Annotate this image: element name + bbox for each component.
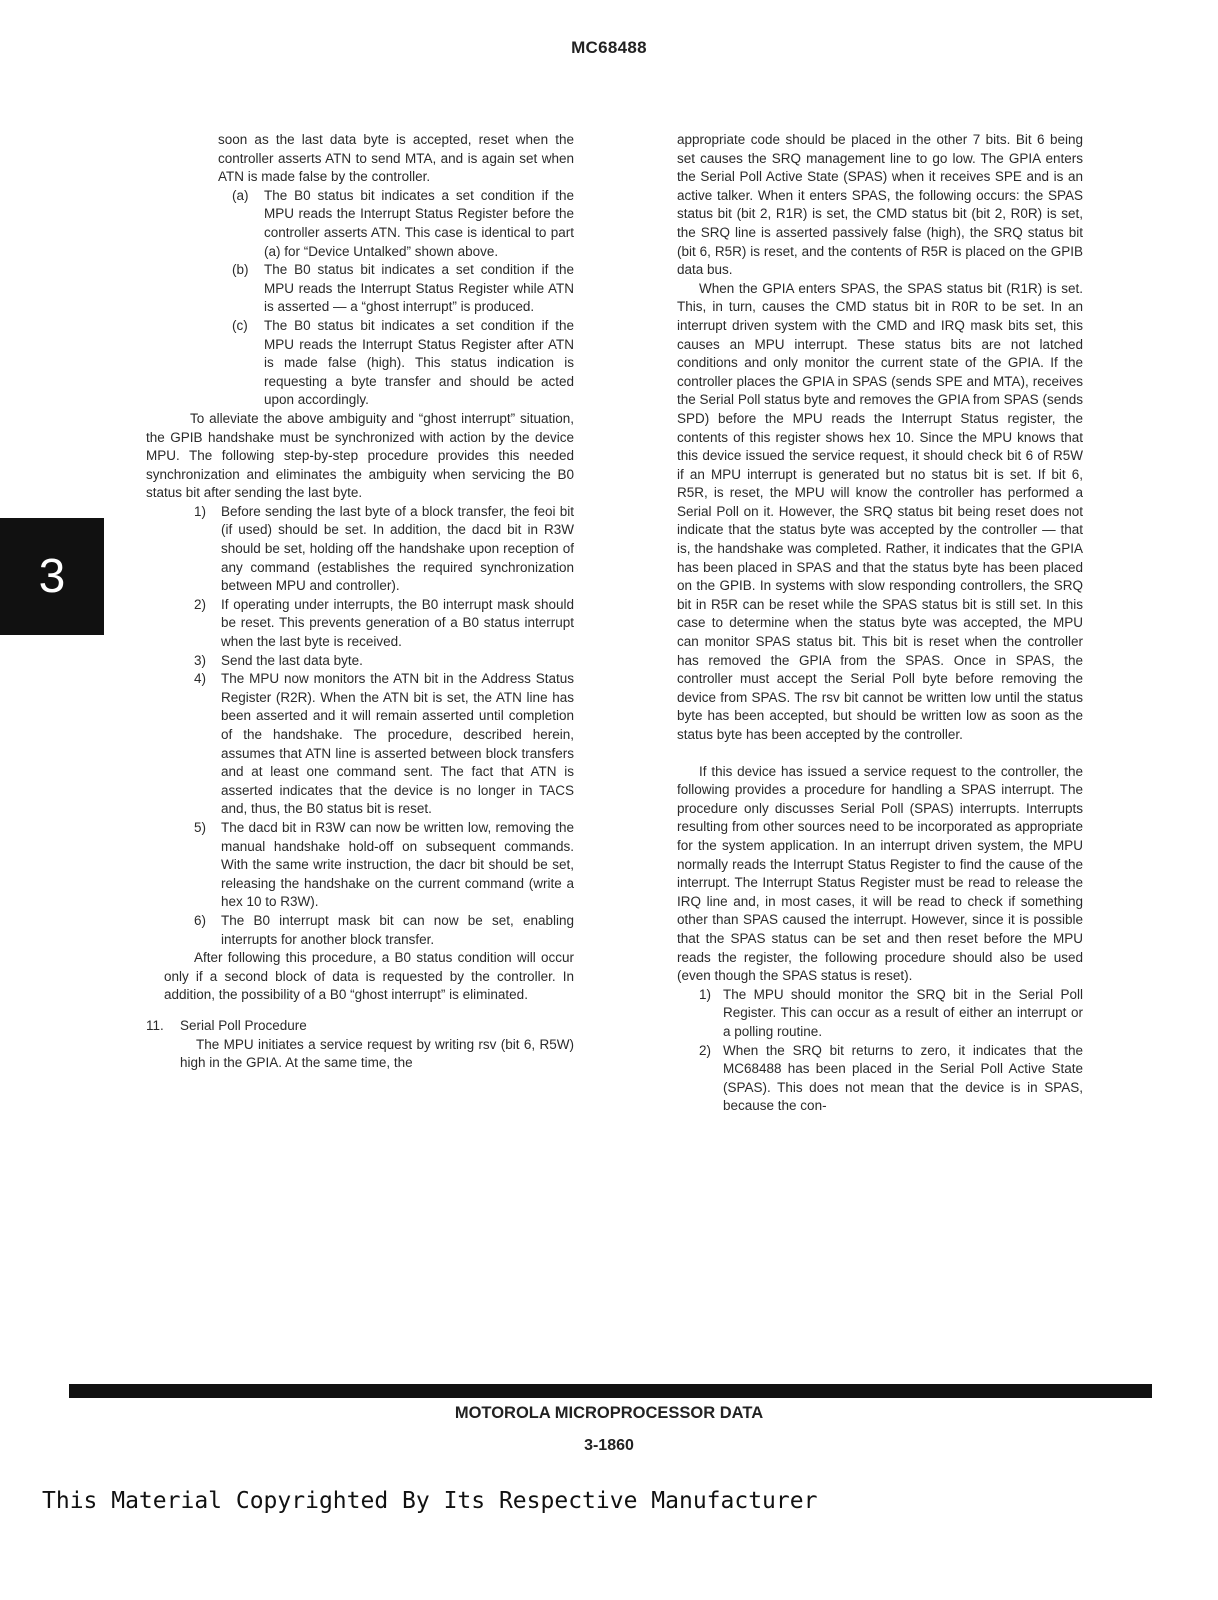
step-text: The B0 interrupt mask bit can now be set, enabling interrupts for another block transfer. bbox=[221, 912, 574, 947]
step-text: When the SRQ bit returns to zero, it indicates that the MC68488 has been placed in the Serial Poll Active State (SPAS). This does not mean that the device is in SPAS, because the con- bbox=[723, 1042, 1083, 1114]
page-number: 3-1860 bbox=[584, 1437, 634, 1454]
case-item bbox=[146, 261, 574, 317]
page-header-title: MC68488 bbox=[571, 38, 647, 57]
step-label: 1) bbox=[194, 503, 207, 519]
section-number: 11. bbox=[146, 1017, 164, 1033]
case-label: (b) bbox=[232, 262, 249, 278]
copyright-notice: This Material Copyrighted By Its Respective Manufacturer bbox=[42, 1488, 818, 1514]
right-step-item bbox=[677, 986, 1083, 1042]
right-paragraph-1: appropriate code should be placed in the other 7 bits. Bit 6 being set causes the SRQ management line to go low. The GPIA enters the Serial Poll Active State (SPAS) when it receives SPE and is an active talker. When it enters SPAS, the following occurs: the SPAS status bit (bit 2, R1R) is set, the CMD status bit (bit 2, R0R) is set, the SRQ line is asserted passively false (high), the SRQ status bit (bit 6, R5R) is reset, and the contents of R5R is placed on the GPIB data bus. bbox=[677, 132, 1083, 278]
after-paragraph: After following this procedure, a B0 status condition will occur only if a second block of data is requested by the controller. In addition, the possibility of a B0 “ghost interrupt” is eliminated. bbox=[164, 950, 574, 1003]
footer-title: MOTOROLA MICROPROCESSOR DATA bbox=[454, 1404, 764, 1422]
step-label: 2) bbox=[194, 596, 207, 612]
step-text: If operating under interrupts, the B0 interrupt mask should be reset. This prevents generation of a B0 status interrupt when the last byte is received. bbox=[221, 596, 574, 650]
case-item bbox=[146, 187, 574, 261]
section-heading bbox=[146, 1017, 574, 1036]
section-title: Serial Poll Procedure bbox=[180, 1017, 307, 1033]
right-step-item bbox=[677, 1042, 1083, 1116]
step-item bbox=[146, 670, 574, 819]
step-label: 4) bbox=[194, 671, 207, 687]
right-column bbox=[677, 131, 1083, 1116]
case-text: The B0 status bit indicates a set condition if the MPU reads the Interrupt Status Register before the controller asserts ATN. This case is identical to part (a) for “Device Untalked” shown above. bbox=[264, 187, 574, 259]
section-body: The MPU initiates a service request by writing rsv (bit 6, R5W) high in the GPIA. At the same time, the bbox=[180, 1036, 574, 1071]
step-text: The MPU should monitor the SRQ bit in the Serial Poll Register. This can occur as a result of either an interrupt or a polling routine. bbox=[723, 986, 1083, 1039]
step-label: 5) bbox=[194, 819, 207, 835]
section-tab bbox=[0, 518, 104, 635]
case-text: The B0 status bit indicates a set condition if the MPU reads the Interrupt Status Register while ATN is asserted — a “ghost interrupt” is produced. bbox=[264, 262, 574, 315]
intro-paragraph: soon as the last data byte is accepted, reset when the controller asserts ATN to send MTA, and is again set when ATN is made false by the controller. bbox=[218, 132, 574, 185]
case-label: (a) bbox=[232, 187, 249, 203]
step-item bbox=[146, 819, 574, 912]
step-item bbox=[146, 596, 574, 652]
step-label: 6) bbox=[194, 912, 207, 928]
case-text: The B0 status bit indicates a set condition if the MPU reads the Interrupt Status Register after ATN is made false (high). This status indication is requesting a byte transfer and should be acted upon accordingly. bbox=[264, 317, 574, 408]
step-label: 3) bbox=[194, 652, 207, 668]
alleviate-paragraph: To alleviate the above ambiguity and “ghost interrupt” situation, the GPIB handshake must be synchronized with action by the device MPU. The following step-by-step procedure provides this needed synchronization and eliminates the ambiguity when servicing the B0 status bit after sending the last byte. bbox=[146, 410, 574, 501]
right-paragraph-3: If this device has issued a service request to the controller, the following provides a procedure for handling a SPAS interrupt. The procedure only discusses Serial Poll (SPAS) interrupts. Interrupts resulting from other sources need to be incorporated as appropriate for the system application. In an interrupt driven system, the MPU normally reads the Interrupt Status Register to find the cause of the interrupt. The Interrupt Status Register must be read to release the IRQ line and, in most cases, it will be read to check if something other than SPAS caused the interrupt. However, since it is possible that the SPAS status can be set and then reset before the MPU reads the register, the following procedure should also be used (even though the SPAS status is reset). bbox=[677, 763, 1083, 984]
step-label: 1) bbox=[699, 986, 712, 1002]
step-text: Send the last data byte. bbox=[221, 652, 363, 668]
step-text: The dacd bit in R3W can now be written low, removing the manual handshake hold-off on subsequent commands. With the same write instruction, the dacr bit should be set, releasing the handshake on the current command (write a hex 10 to R3W). bbox=[221, 819, 574, 910]
step-item bbox=[146, 652, 574, 671]
step-item bbox=[146, 912, 574, 949]
case-item bbox=[146, 317, 574, 410]
step-label: 2) bbox=[699, 1042, 712, 1058]
section-tab-number: 3 bbox=[38, 550, 66, 603]
step-text: Before sending the last byte of a block transfer, the feoi bit (if used) should be set. In addition, the dacd bit in R3W should be set, holding off the handshake upon reception of any command (establishes the required synchronization between MPU and controller). bbox=[221, 503, 574, 594]
footer-rule bbox=[69, 1384, 1152, 1398]
left-column bbox=[146, 131, 574, 1073]
step-item bbox=[146, 503, 574, 596]
right-paragraph-2: When the GPIA enters SPAS, the SPAS status bit (R1R) is set. This, in turn, causes the CMD status bit in R0R to be set. In an interrupt driven system with the CMD and IRQ mask bits set, this causes an MPU interrupt. These status bits are not latched conditions and only monitor the current state of the GPIA. If the controller places the GPIA in SPAS (sends SPE and MTA), receives the Serial Poll status byte and removes the GPIA from SPAS (sends SPD) before the MPU reads the Interrupt Status register, the contents of this register shows hex 10. Since the MPU knows that this device issued the service request, it should check bit 6 of R5W if an MPU interrupt is generated but no status bit is set. If bit 6, R5R, is reset, the MPU will know the controller has performed a Serial Poll on it. However, the SRQ status bit being reset does not indicate that the status byte was accepted by the controller — that is, the handshake was completed. Rather, it indicates that the GPIA has been placed in SPAS and that the status byte has been placed on the GPIB. In systems with slow responding controllers, the SRQ bit in R5R can be reset while the SPAS status bit is still set. In this case to determine when the status byte was accepted, the MPU can monitor SPAS status bit. This bit is reset when the controller has removed the GPIA from the SPAS. Once in SPAS, the controller must accept the Serial Poll byte before removing the device from SPAS. The rsv bit cannot be written low until the status byte has been accepted, but should be written low as soon as the status byte has been accepted by the controller. bbox=[677, 280, 1083, 742]
case-label: (c) bbox=[232, 317, 248, 333]
step-text: The MPU now monitors the ATN bit in the Address Status Register (R2R). When the ATN bit is set, the ATN line has been asserted and it will remain asserted until completion of the handshake. The procedure, described herein, assumes that ATN line is asserted between block transfers and at least one command sent. The fact that ATN is asserted indicates that the device is no longer in TACS and, thus, the B0 status bit is reset. bbox=[221, 671, 574, 817]
